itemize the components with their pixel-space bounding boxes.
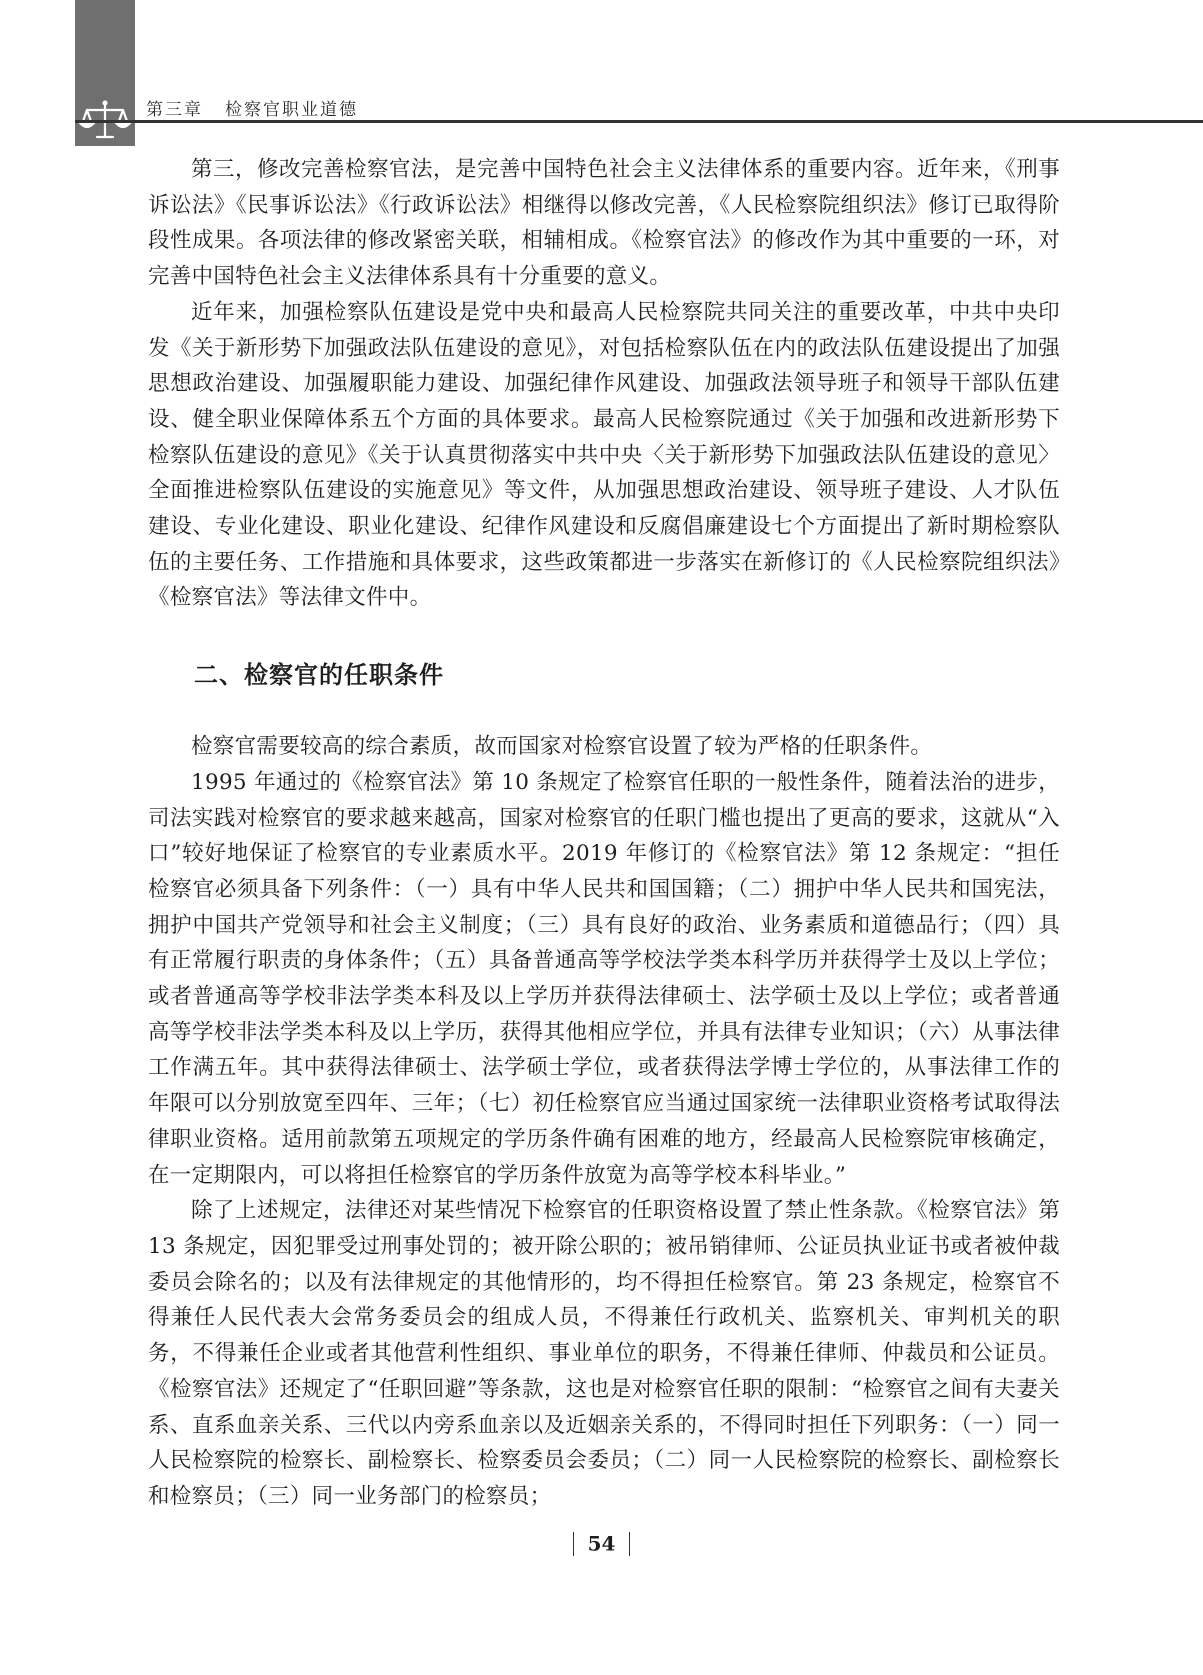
running-header [146,95,358,120]
page-number: 54 [587,1531,616,1556]
chapter-title: 检察官职业道德 [225,100,358,120]
footer-divider [629,1532,630,1556]
paragraph: 检察官需要较高的综合素质，故而国家对检察官设置了较为严格的任职条件。 [191,734,933,760]
paragraph: 第三，修改完善检察官法，是完善中国特色社会主义法律体系的重要内容。近年来，《刑事诉讼法》《民事诉讼法》《行政诉讼法》相继得以修改完善，《人民检察院组织法》修订已取得阶段性成果。各项法律的修改紧密关联，相辅相成。《检察官法》的修改作为其中重要的一环，对完善中国特色社会主义法律体系具有十分重要的意义。 [148,157,1060,290]
paragraph: 除了上述规定，法律还对某些情况下检察官的任职资格设置了禁止性条款。《检察官法》第 13 条规定，因犯罪受过刑事处罚的；被开除公职的；被吊销律师、公证员执业证书或者被仲裁委员会除名的；以及有法律规定的其他情形的，均不得担任检察官。第 23 条规定，检察官不得兼任人民代表大会常务委员会的组成人员，不得兼任行政机关、监察机关、审判机关的职务，不得兼任企业或者其他营利性组织、事业单位的职务，不得兼任律师、仲裁员和公证员。《检察官法》还规定了“任职回避”等条款，这也是对检察官任职的限制：“检察官之间有夫妻关系、直系血亲关系、三代以内旁系血亲以及近姻亲关系的，不得同时担任下列职务：（一）同一人民检察院的检察长、副检察长、检察委员会委员；（二）同一人民检察院的检察长、副检察长和检察员；（三）同一业务部门的检察员； [148,1198,1060,1509]
paragraph: 1995 年通过的《检察官法》第 10 条规定了检察官任职的一般性条件，随着法治的进步，司法实践对检察官的要求越来越高，国家对检察官的任职门槛也提出了更高的要求，这就从“入口”较好地保证了检察官的专业素质水平。2019 年修订的《检察官法》第 12 条规定：“担任检察官必须具备下列条件：（一）具有中华人民共和国国籍；（二）拥护中华人民共和国宪法，拥护中国共产党领导和社会主义制度；（三）具有良好的政治、业务素质和道德品行；（四）具有正常履行职责的身体条件；（五）具备普通高等学校法学类本科学历并获得学士及以上学位；或者普通高等学校非法学类本科及以上学历并获得法律硕士、法学硕士及以上学位；或者普通高等学校非法学类本科及以上学历，获得其他相应学位，并具有法律专业知识；（六）从事法律工作满五年。其中获得法律硕士、法学硕士学位，或者获得法学博士学位的，从事法律工作的年限可以分别放宽至四年、三年；（七）初任检察官应当通过国家统一法律职业资格考试取得法律职业资格。适用前款第五项规定的学历条件确有困难的地方，经最高人民检察院审核确定，在一定期限内，可以将担任检察官的学历条件放宽为高等学校本科毕业。” [148,769,1060,1188]
page-footer [0,1530,1203,1556]
page-body [148,152,1060,1515]
chapter-number: 第三章 [146,100,203,120]
header-rule [75,120,1203,123]
section-heading: 二、检察官的任职条件 [194,661,444,690]
paragraph: 近年来，加强检察队伍建设是党中央和最高人民检察院共同关注的重要改革，中共中央印发《关于新形势下加强政法队伍建设的意见》，对包括检察队伍在内的政法队伍建设提出了加强思想政治建设、加强履职能力建设、加强纪律作风建设、加强政法领导班子和领导干部队伍建设、健全职业保障体系五个方面的具体要求。最高人民检察院通过《关于加强和改进新形势下检察队伍建设的意见》《关于认真贯彻落实中共中央〈关于新形势下加强政法队伍建设的意见〉全面推进检察队伍建设的实施意见》等文件，从加强思想政治建设、领导班子建设、人才队伍建设、专业化建设、职业化建设、纪律作风建设和反腐倡廉建设七个方面提出了新时期检察队伍的主要任务、工作措施和具体要求，这些政策都进一步落实在新修订的《人民检察院组织法》《检察官法》等法律文件中。 [148,299,1060,611]
footer-divider [573,1532,574,1556]
